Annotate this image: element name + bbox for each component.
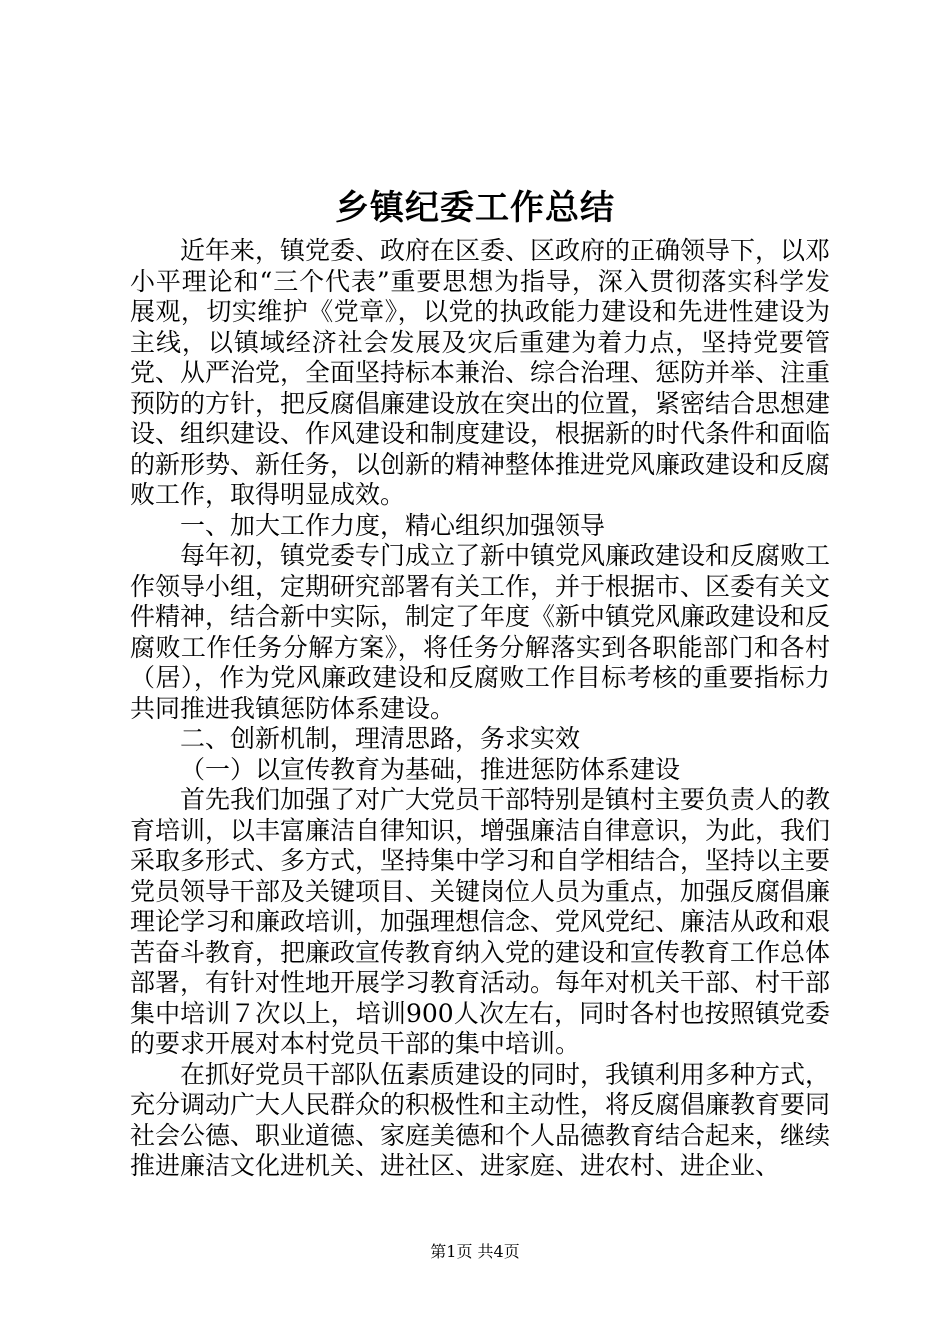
section-heading-1: 一、加大工作力度，精心组织加强领导 — [180, 510, 606, 540]
paragraph-intro: 近年来，镇党委、政府在区委、区政府的正确领导下，以邓小平理论和“三个代表”重要思想为指导，深入贯彻落实科学发展观，切实维护《党章》，以党的执政能力建设和先进性建设为主线，以镇域经济社会发展及灾后重建为着力点，坚持党要管党、从严治党，全面坚持标本兼治、综合治理、惩防并举、注重预防的方针，把反腐倡廉建设放在突出的位置，紧密结合思想建设、组织建设、作风建设和制度建设，根据新的时代条件和面临的新形势、新任务，以创新的精神整体推进党风廉政建设和反腐败工作，取得明显成效。 — [130, 236, 831, 509]
document-title: 乡镇纪委工作总结 — [335, 188, 615, 228]
paragraph-culture: 在抓好党员干部队伍素质建设的同时，我镇利用多种方式，充分调动广大人民群众的积极性和主动性，将反腐倡廉教育要同社会公德、职业道德、家庭美德和个人品德教育结合起来，继续推进廉洁文化进机关、进社区、进家庭、进农村、进企业、 — [130, 1059, 831, 1180]
paragraph-section-1: 每年初，镇党委专门成立了新中镇党风廉政建设和反腐败工作领导小组，定期研究部署有关工作，并于根据市、区委有关文件精神，结合新中实际，制定了年度《新中镇党风廉政建设和反腐败工作任务分解方案》，将任务分解落实到各职能部门和各村（居），作为党风廉政建设和反腐败工作目标考核的重要指标力共同推进我镇惩防体系建设。 — [130, 541, 831, 723]
paragraph-education: 首先我们加强了对广大党员干部特别是镇村主要负责人的教育培训，以丰富廉洁自律知识，增强廉洁自律意识，为此，我们采取多形式、多方式，坚持集中学习和自学相结合，坚持以主要党员领导干部及关键项目、关键岗位人员为重点，加强反腐倡廉理论学习和廉政培训，加强理想信念、党风党纪、廉洁从政和艰苦奋斗教育，把廉政宣传教育纳入党的建设和宣传教育工作总体部署，有针对性地开展学习教育活动。每年对机关干部、村干部集中培训７次以上，培训900人次左右，同时各村也按照镇党委的要求开展对本村党员干部的集中培训。 — [130, 785, 831, 1058]
document-body — [130, 236, 830, 1182]
page-number-footer: 第1页 共4页 — [430, 1242, 520, 1261]
section-heading-2: 二、创新机制，理清思路，务求实效 — [180, 724, 581, 753]
subsection-heading-1: （一）以宣传教育为基础，推进惩防体系建设 — [180, 754, 681, 784]
